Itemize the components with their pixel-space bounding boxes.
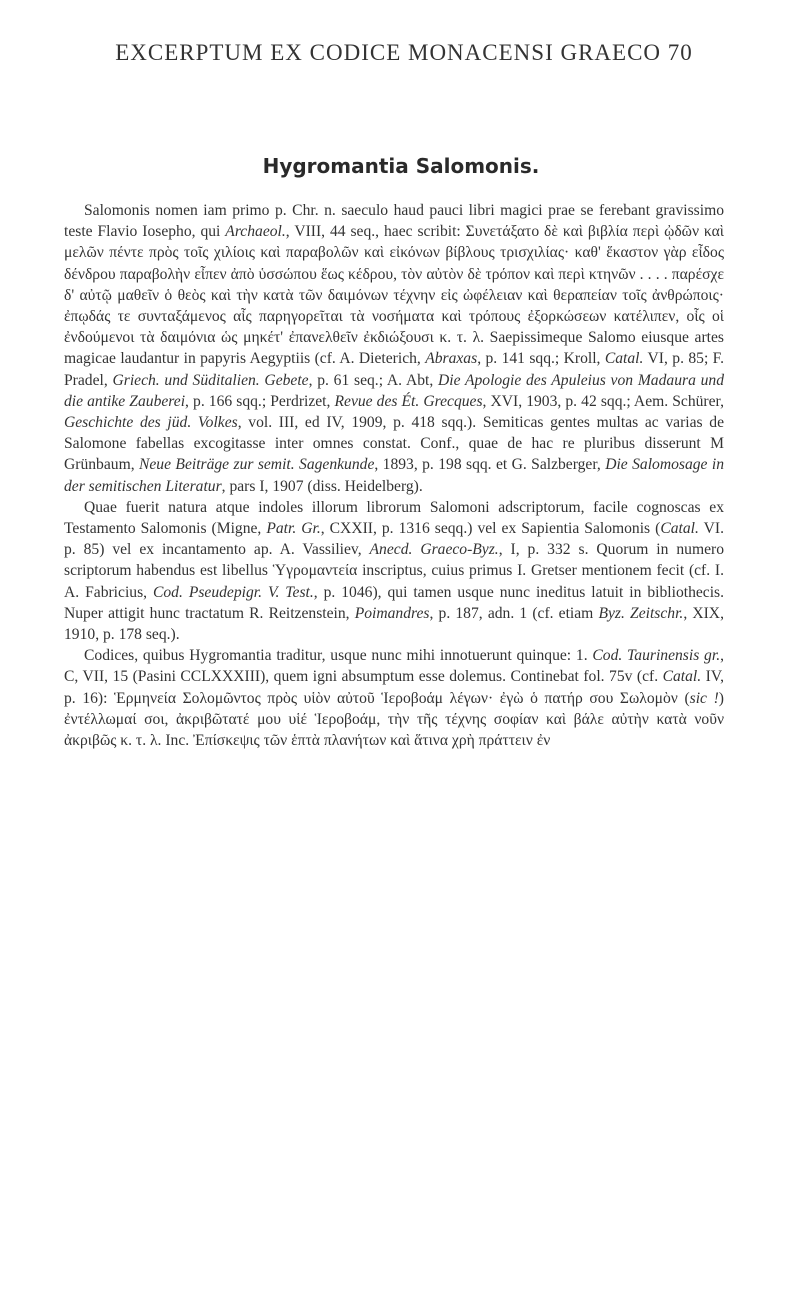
italic-reference: Geschichte des jüd. Volkes — [64, 414, 238, 432]
text-run: Codices, quibus Hygromantia traditur, usque nunc mihi innotuerunt quinque: 1. — [84, 647, 593, 665]
italic-reference: Abraxas — [425, 350, 478, 368]
text-run: , VIII, 44 seq., haec scribit: Συνετάξατο δὲ καὶ βιβλία περὶ ᾠδῶν καὶ μελῶν πέντε πρὸς τοῖς χιλίοις καὶ παραβολῶν καὶ εἰκόνων βίβλους τρισχιλίας· καθ' ἕκαστον γὰρ εἶδος δένδρου παραβολὴν εἶπεν ἀπὸ ὑσσώπου ἕως κέδρου, τὸν αὐτὸν δὲ τρόπον καὶ περὶ κτηνῶν . . . . παρέσχε δ' αὐτῷ μαθεῖν ὁ θεὸς καὶ τὴν κατὰ τῶν δαιμόνων τέχνην εἰς ὠφέλειαν καὶ θεραπείαν τοῖς ἀνθρώποις· ἐπῳδάς τε συνταξάμενος αἷς παρηγορεῖται τὰ νοσήματα καὶ τρόπους ἐξορκώσεων κατέλιπεν, οἷς οἱ ἐνδούμενοι τὰ δαιμόνια ὡς μηκέτ' ἐπανελθεῖν ἐκδιώξουσι κ. τ. λ. Saepissimeque Salomo eiusque artes magicae laudantur in papyris Aegyptiis (cf. A. Dieterich, — [64, 223, 724, 368]
italic-reference: Griech. und Süditalien. Gebete — [112, 371, 309, 389]
italic-reference: Neue Beiträge zur semit. Sagenkunde — [138, 456, 375, 474]
text-run: IV, p. 16): Ἑρμηνεία Σολομῶντος πρὸς υἱὸν αὐτοῦ Ἱεροβοάμ λέγων· ἐγὼ ὁ πατήρ σου Σωλομὸν ( — [64, 668, 724, 707]
text-run: , C, VII, 15 (Pasini CCLXXXIII), quem igni absumptum esse dolemus. Continebat fol. 75v (cf. — [64, 647, 724, 686]
text-run: , XIX, 1910, p. 178 seq.). — [64, 604, 724, 644]
italic-reference: Catal. — [660, 520, 699, 538]
text-run: , 1893, p. 198 sqq. et G. Salzberger, — [374, 456, 606, 474]
text-run: , p. 187, adn. 1 (cf. etiam — [429, 604, 599, 622]
text-run: ) ἐντέλλωμαί σοι, ἀκριβῶτατέ μου υἱέ Ἱεροβοάμ, τὴν τῆς τέχνης σοφίαν καὶ βάλε αὐτὴν κατὰ νοῦν ἀκριβῶς κ. τ. λ. Inc. Ἐπίσκεψις τῶν ἑπτὰ πλανήτων καὶ ἅτινα χρὴ πράττειν ἐν — [64, 689, 724, 750]
text-run: , pars I, 1907 (diss. Heidelberg). — [221, 477, 423, 495]
italic-reference: Cod. Taurinensis gr. — [592, 647, 721, 665]
paragraph-3 — [64, 645, 724, 751]
text-run: , vol. III, ed IV, 1909, p. 418 sqq.). Semiticas gentes multas ac varias de Salomone fabellas excogitasse inter omnes constat. Conf., quae de hac re pluribus disserunt M Grünbaum, — [64, 414, 724, 474]
italic-reference: Anecd. Graeco-Byz. — [369, 541, 499, 559]
article-title: Hygromantia Salomonis. — [262, 154, 540, 178]
text-run: , p. 1046), qui tamen usque nunc ineditus latuit in bibliothecis. Nuper attigit hunc tractatum R. Reitzenstein, — [64, 583, 725, 622]
italic-reference: Catal. — [662, 668, 702, 686]
text-run: , p. 61 seq.; A. Abt, — [308, 371, 438, 389]
italic-reference: Cod. Pseudepigr. V. Test. — [152, 583, 314, 601]
text-run: Quae fuerit natura atque indoles illorum librorum Salomoni adscriptorum, facile cognoscas ex Testamento Salomonis (Migne, — [64, 498, 724, 538]
italic-reference: Byz. Zeitschr. — [598, 604, 684, 622]
italic-reference: Poimandres — [354, 604, 430, 622]
italic-reference: Patr. Gr. — [266, 520, 321, 538]
paragraph-1 — [64, 200, 724, 497]
paragraph-2 — [64, 497, 724, 645]
italic-reference: sic ! — [689, 689, 719, 707]
italic-reference: Die Salomosage in der semitischen Literatur — [64, 456, 724, 495]
italic-reference: Archaeol. — [225, 223, 286, 241]
text-run: Salomonis nomen iam primo p. Chr. n. saeculo haud pauci libri magici prae se ferebant gravissimo teste Flavio Iosepho, qui — [64, 202, 724, 241]
italic-reference: Die Apologie des Apuleius von Madaura und die antike Zauberei — [64, 371, 724, 410]
text-run: , CXXII, p. 1316 seqq.) vel ex Sapientia Salomonis ( — [320, 520, 661, 538]
text-run: VI. p. 85) vel ex incantamento ap. A. Vassiliev, — [64, 520, 724, 559]
text-run: , p. 166 sqq.; Perdrizet, — [185, 392, 335, 410]
running-head: EXCERPTUM EX CODICE MONACENSI GRAECO 70 — [115, 40, 693, 65]
text-run: , p. 141 sqq.; Kroll, — [477, 350, 605, 368]
text-run: VI, p. 85; F. Pradel, — [64, 350, 725, 389]
body-text — [64, 200, 724, 751]
italic-reference: Revue des Ét. Grecques — [334, 392, 483, 410]
text-run: , XVI, 1903, p. 42 sqq.; Aem. Schürer, — [482, 392, 724, 410]
italic-reference: Catal. — [604, 350, 644, 368]
text-run: , I, p. 332 s. Quorum in numero scriptorum habendus est libellus Ὑγρομαντεία inscriptus, cuius primus I. Gretser mentionem fecit (cf. I. A. Fabricius, — [64, 541, 724, 601]
